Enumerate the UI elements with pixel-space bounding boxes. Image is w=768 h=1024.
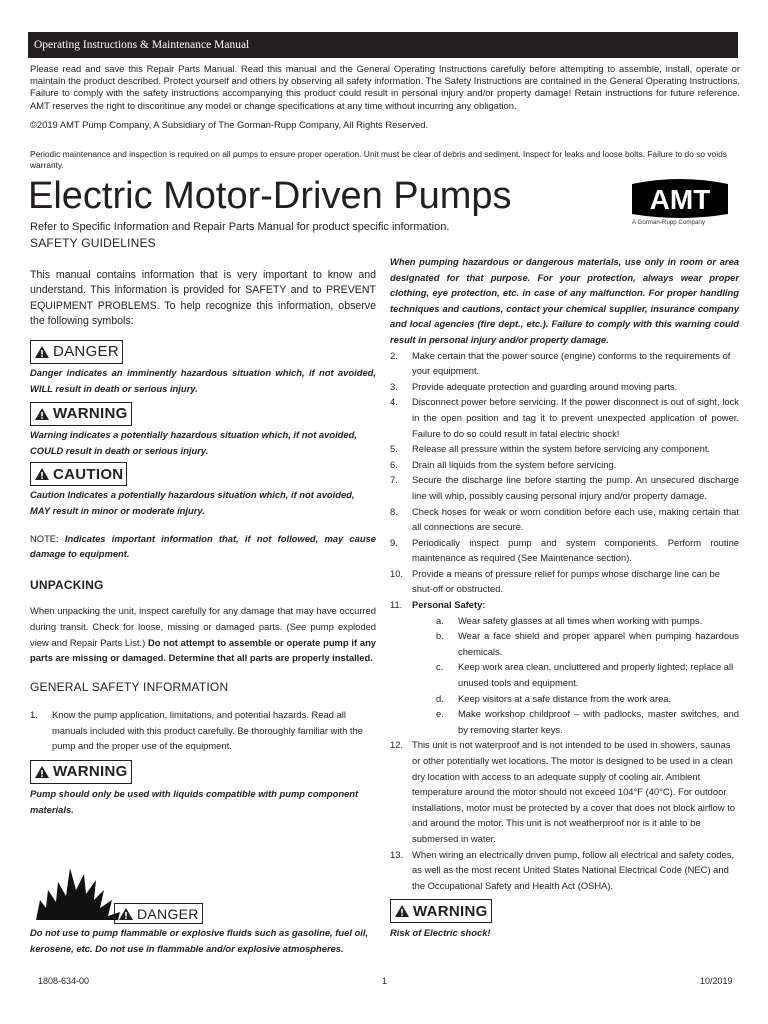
warning-triangle-icon [394,904,410,918]
warning-triangle-icon [34,345,50,359]
list-item: 4. Disconnect power before servicing. If the power disconnect is out of sight, lock in the open position and tag it to prevent unexpected application of power. Failure to do so could result in fatal electric shock! [390,396,739,439]
header-bar: Operating Instructions & Maintenance Manual [28,32,738,58]
right-column [390,254,739,941]
flammable-danger-text: Do not use to pump flammable or explosive fluids such as gasoline, fuel oil, kerosene, etc. Do not use in flammable and/or explosive atmospheres. [30,927,369,954]
list-item: 5. Release all pressure within the system before servicing any component. [390,443,711,455]
intro-paragraph: Please read and save this Repair Parts Manual. Read this manual and the General Operating Instructions carefully before attempting to assemble, install, operate or maintain the product described. Protect yourself and others by observing all safety information. The Safety Instructions are contained in the General Operating Instructions. Failure to comply with the safety instructions accompanying this product could result in personal injury and/or property damage! Retain instructions for future reference. AMT reserves the right to discontinue any model or change specifications at any time without incurring any obligation. [30,63,740,111]
personal-safety-list [390,613,739,738]
warning-signal: WARNING [390,899,492,923]
left-column [30,236,376,817]
logo-text: AMT [649,184,711,215]
list-item: 6. Drain all liquids from the system before servicing. [390,458,617,470]
warning-signal: WARNING [30,760,132,784]
flame-icon [34,860,124,922]
unpacking-heading: UNPACKING [30,577,104,592]
warning-triangle-icon [34,467,50,481]
caution-signal: CAUTION [30,462,127,486]
page-title: Electric Motor-Driven Pumps [28,175,512,217]
doc-date: 10/2019 [700,976,733,986]
warning-triangle-icon [118,907,134,921]
page-subtitle: Refer to Specific Information and Repair Parts Manual for product specific information. [30,221,450,233]
general-safety-heading: GENERAL SAFETY INFORMATION [30,679,229,694]
logo-tagline: A Gorman-Rupp Company [632,219,705,226]
maintenance-note: Periodic maintenance and inspection is required on all pumps to ensure proper operation. Unit must be clear of debris and sediment. Inspect for leaks and loose bolts. Failure to do so voids warranty. [30,149,727,171]
warning-text: Warning indicates a potentially hazardous situation which, if not avoided, COULD result in death or serious injury. [30,429,357,456]
list-item: 10. Provide a means of pressure relief for pumps whose discharge line can be shut-off or obstructed. [390,567,720,595]
page-number: 1 [382,976,388,986]
warning-triangle-icon [34,765,50,779]
danger-signal: DANGER [30,340,123,364]
caution-text: Caution Indicates a potentially hazardous situation which, if not avoided, MAY result in minor or moderate injury. [30,489,355,516]
general-list [30,707,376,754]
list-item: 8. Check hoses for weak or worn condition before each use, making certain that all connections are secure. [390,505,739,533]
note: NOTE: Indicates important information that, if not followed, may cause damage to equipment. [30,532,377,560]
electric-shock-warning: Risk of Electric shock! [390,927,491,939]
list-item: b. Wear a face shield and proper apparel when pumping hazardous chemicals. [436,630,739,657]
danger-signal: DANGER [114,903,203,924]
list-item: 13. When wiring an electrically driven pump, follow all electrical and safety codes, as well as the most recent United States National Electrical Code (NEC) and the Occupational Safety and Health Act (OSHA). [390,848,735,891]
list-item: e. Make workshop childproof – with padlocks, master switches, and by removing starter keys. [436,708,739,735]
list-item: a. Wear safety glasses at all times when working with pumps. [436,614,703,626]
list-item: 7. Secure the discharge line before starting the pump. An unsecured discharge line will whip, possibly causing personal injury and/or property damage. [390,474,739,501]
hazard-text: When pumping hazardous or dangerous materials, use only in room or area designated for that purpose. For your protection, always wear proper clothing, eye protection, etc. in case of any malfunction. For proper handling techniques and cautions, contact your chemical supplier, insurance company and local agencies (fire dept., etc.). Failure to comply with this warning could result in personal injury and/or property damage. [390,256,739,345]
list-item: d. Keep visitors at a safe distance from the work area. [436,692,672,704]
safety-heading: SAFETY GUIDELINES [30,236,156,250]
list-item: 1. Know the pump application, limitations, and potential hazards. Read all manuals included with this product carefully. Be thoroughly familiar with the pump and the proper use of the equipment. [30,709,363,752]
list-item: c. Keep work area clean, uncluttered and properly lighted; replace all unused tools and equipment. [436,661,734,689]
list-item: 2. Make certain that the power source (engine) conforms to the requirements of your equipment. [390,349,731,377]
list-item: 3. Provide adequate protection and guarding around moving parts. [390,380,678,392]
right-list-continued [390,737,739,893]
safety-intro: This manual contains information that is very important to know and understand. This information is provided for SAFETY and to PREVENT EQUIPMENT PROBLEMS. To help recognize this information, observe the following symbols: [30,268,376,328]
doc-number: 1808-634-00 [38,976,90,986]
warning-triangle-icon [34,407,50,421]
compatibility-warning-text: Pump should only be used with liquids compatible with pump component materials. [30,788,359,815]
list-item: 11. Personal Safety: [390,599,486,611]
unpacking-text: When unpacking the unit, inspect carefully for any damage that may have occurred during transit. Check for loose, missing or damaged parts. (See pump exploded view and Repair Parts List.) Do not attempt to assemble or operate pump if any parts are missing or damaged. Determine that all parts are properly installed. [30,605,377,664]
warning-signal: WARNING [30,402,132,426]
danger-text: Danger indicates an imminently hazardous situation which, if not avoided, WILL result in death or serious injury. [30,366,376,394]
right-list [390,348,739,613]
list-item: 12. This unit is not waterproof and is not intended to be used in showers, saunas or other potentially wet locations. The motor is designed to be used in a clean dry location with access to an adequate supply of cooling air. Ambient temperature around the motor should not exceed 104°F (40°C). For outdoor installations, motor must be protected by a cover that does not block airflow to and around the motor. This unit is not weatherproof nor is it able to be submersed in water. [390,739,736,844]
copyright: ©2019 AMT Pump Company, A Subsidiary of The Gorman-Rupp Company, All Rights Reserved. [30,119,429,130]
list-item: 9. Periodically inspect pump and system components. Perform routine maintenance as required (See Maintenance section). [390,536,739,564]
